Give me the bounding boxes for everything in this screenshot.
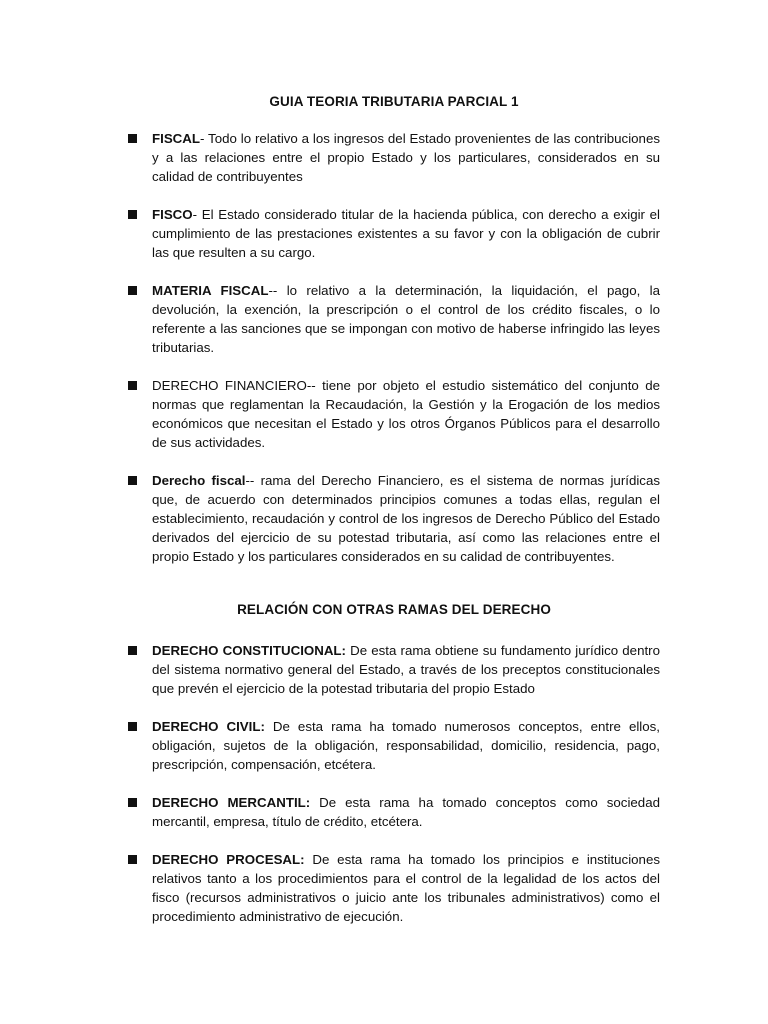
- square-bullet-icon: [128, 381, 137, 390]
- square-bullet-icon: [128, 646, 137, 655]
- item-text: [152, 281, 660, 357]
- item-definition: -- tiene por objeto el estudio sistemático del conjunto de normas que reglamentan la Recaudación, la Gestión y la Erogación de los medios económicos que necesitan el Estado y los otros Órganos Públicos para el desarrollo de sus actividades.: [152, 378, 660, 450]
- square-bullet-icon: [128, 210, 137, 219]
- list-item-fiscal: [130, 129, 660, 186]
- list-item-derecho-procesal: [130, 850, 660, 926]
- item-term: DERECHO CONSTITUCIONAL:: [152, 643, 346, 658]
- square-bullet-icon: [128, 286, 137, 295]
- item-text: [152, 641, 660, 698]
- item-text: [152, 717, 660, 774]
- item-definition: De esta rama ha tomado los principios e instituciones relativos tanto a los procedimientos para el control de la legalidad de los actos del fisco (recursos administrativos o juicio ante los tribunales administrativos) como el procedimiento administrativo de ejecución.: [152, 852, 660, 924]
- item-term: DERECHO MERCANTIL:: [152, 795, 311, 810]
- item-definition: - El Estado considerado titular de la hacienda pública, con derecho a exigir el cumplimiento de las prestaciones existentes a su favor y con la obligación de cubrir las que resulten a su cargo.: [152, 207, 660, 260]
- list-item-derecho-fiscal: [130, 471, 660, 566]
- item-term: FISCO: [152, 207, 193, 222]
- document-title: GUIA TEORIA TRIBUTARIA PARCIAL 1: [269, 94, 519, 109]
- list-item-derecho-financiero: [130, 376, 660, 452]
- square-bullet-icon: [128, 798, 137, 807]
- item-term: DERECHO PROCESAL:: [152, 852, 305, 867]
- list-item-fisco: [130, 205, 660, 262]
- list-item-derecho-constitucional: [130, 641, 660, 698]
- item-definition: De esta rama ha tomado numerosos conceptos, entre ellos, obligación, sujetos de la obligación, responsabilidad, domicilio, residencia, pago, prescripción, compensación, etcétera.: [152, 719, 660, 772]
- item-definition: -- rama del Derecho Financiero, es el sistema de normas jurídicas que, de acuerdo con determinados principios comunes a todas ellas, regulan el establecimiento, recaudación y control de los ingresos de Derecho Público del Estado derivados del ejercicio de su potestad tributaria, así como las relaciones entre el propio Estado y los particulares considerados en su calidad de contribuyentes.: [152, 473, 660, 564]
- item-text: [152, 471, 660, 566]
- item-term: Derecho fiscal: [152, 473, 246, 488]
- section-title: RELACIÓN CON OTRAS RAMAS DEL DERECHO: [237, 602, 551, 617]
- item-term: DERECHO FINANCIERO: [152, 378, 307, 393]
- item-definition: -- lo relativo a la determinación, la liquidación, el pago, la devolución, la exención, la prescripción o el control de los crédito fiscales, o lo referente a las sanciones que se impongan con motivo de haberse infringido las leyes tributarias.: [152, 283, 660, 355]
- square-bullet-icon: [128, 855, 137, 864]
- item-definition: - Todo lo relativo a los ingresos del Estado provenientes de las contribuciones y a las relaciones entre el propio Estado y los particulares, considerados en su calidad de contribuyentes: [152, 131, 660, 184]
- item-text: [152, 205, 660, 262]
- item-term: MATERIA FISCAL: [152, 283, 269, 298]
- item-text: [152, 376, 660, 452]
- item-text: [152, 793, 660, 831]
- square-bullet-icon: [128, 476, 137, 485]
- square-bullet-icon: [128, 134, 137, 143]
- item-term: DERECHO CIVIL:: [152, 719, 265, 734]
- item-text: [152, 850, 660, 926]
- list-item-materia-fiscal: [130, 281, 660, 357]
- item-term: FISCAL: [152, 131, 201, 146]
- item-definition: De esta rama ha tomado conceptos como sociedad mercantil, empresa, título de crédito, etcétera.: [152, 795, 660, 829]
- square-bullet-icon: [128, 722, 137, 731]
- list-item-derecho-civil: [130, 717, 660, 774]
- list-item-derecho-mercantil: [130, 793, 660, 831]
- item-definition: De esta rama obtiene su fundamento jurídico dentro del sistema normativo general del Estado, a través de los preceptos constitucionales que prevén el ejercicio de la potestad tributaria del propio Estado: [152, 643, 660, 696]
- item-text: [152, 129, 660, 186]
